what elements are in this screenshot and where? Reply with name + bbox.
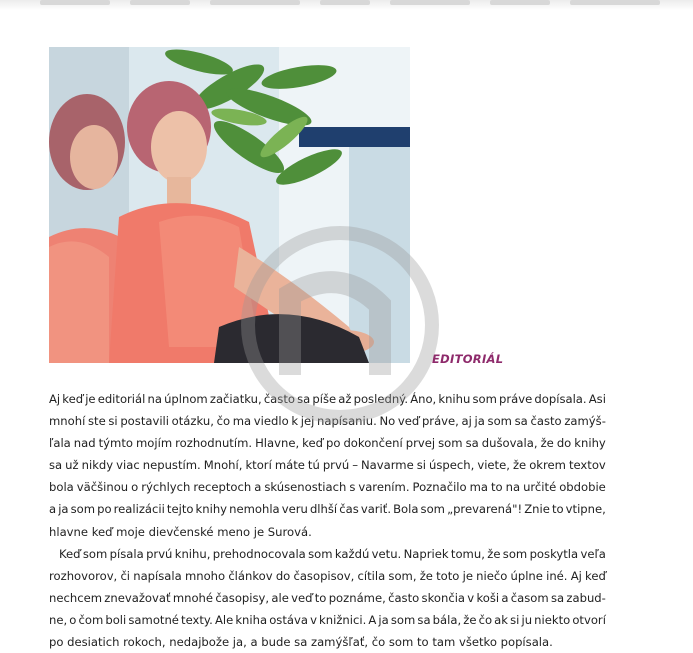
text-line: sa už nikdy viac nepustím. Mnohí, ktorí máte tú prvú – Navarme si úspech, viete, že okrem textov: [49, 458, 606, 473]
text-line: nechcem znevažovať mnohé časopisy, ale veď to poznáme, často skončia v koši a časom sa zabud-: [49, 590, 606, 605]
section-label: EDITORIÁL: [432, 352, 504, 366]
top-header-strip: [0, 0, 693, 10]
text-line: Keď som písala prvú knihu, prehodnocovala som každú vetu. Napriek tomu, že som poskytla veľa: [59, 546, 606, 561]
paragraph: [49, 388, 606, 543]
text-line: ľala nad týmto mojím rozhodnutím. Hlavne, keď po dokončení prvej som sa dušovala, že do knihy: [49, 436, 606, 451]
paragraph: [49, 543, 606, 653]
text-line: bola väčšinou o rýchlych receptoch a skúsenostiach s varením. Poznačilo ma to na určité obdobie: [49, 480, 606, 495]
author-photo: [49, 47, 410, 363]
text-line: po desiatich rokoch, nedajbože ja, a bude sa zamýšľať, čo som to tam všetko popísala.: [49, 635, 553, 650]
text-line: mnohí ste si postavili otázku, čo ma viedlo k jej napísaniu. No veď práve, aj ja som sa často zamýš-: [49, 414, 606, 429]
text-line: a ja som po realizácii tejto knihy nemohla veru dlhší čas variť. Bola som „prevarená"! Znie to vtipne,: [49, 502, 606, 517]
text-line: rozhovorov, či napísala mnoho článkov do časopisov, cítila som, že toto je niečo úplne iné. Aj keď: [49, 568, 606, 583]
text-line: ne, o čom boli samotné texty. Ale kniha ostáva v knižnici. A ja som sa bála, že čo ak si ju niekto otvorí: [49, 612, 606, 627]
text-line: hlavne keď moje dievčenské meno je Surová.: [49, 524, 312, 539]
text-line: Aj keď je editoriál na úplnom začiatku, často sa píše až posledný. Áno, knihu som práve dopísala. Asi: [49, 392, 606, 406]
editorial-article: [49, 388, 606, 653]
